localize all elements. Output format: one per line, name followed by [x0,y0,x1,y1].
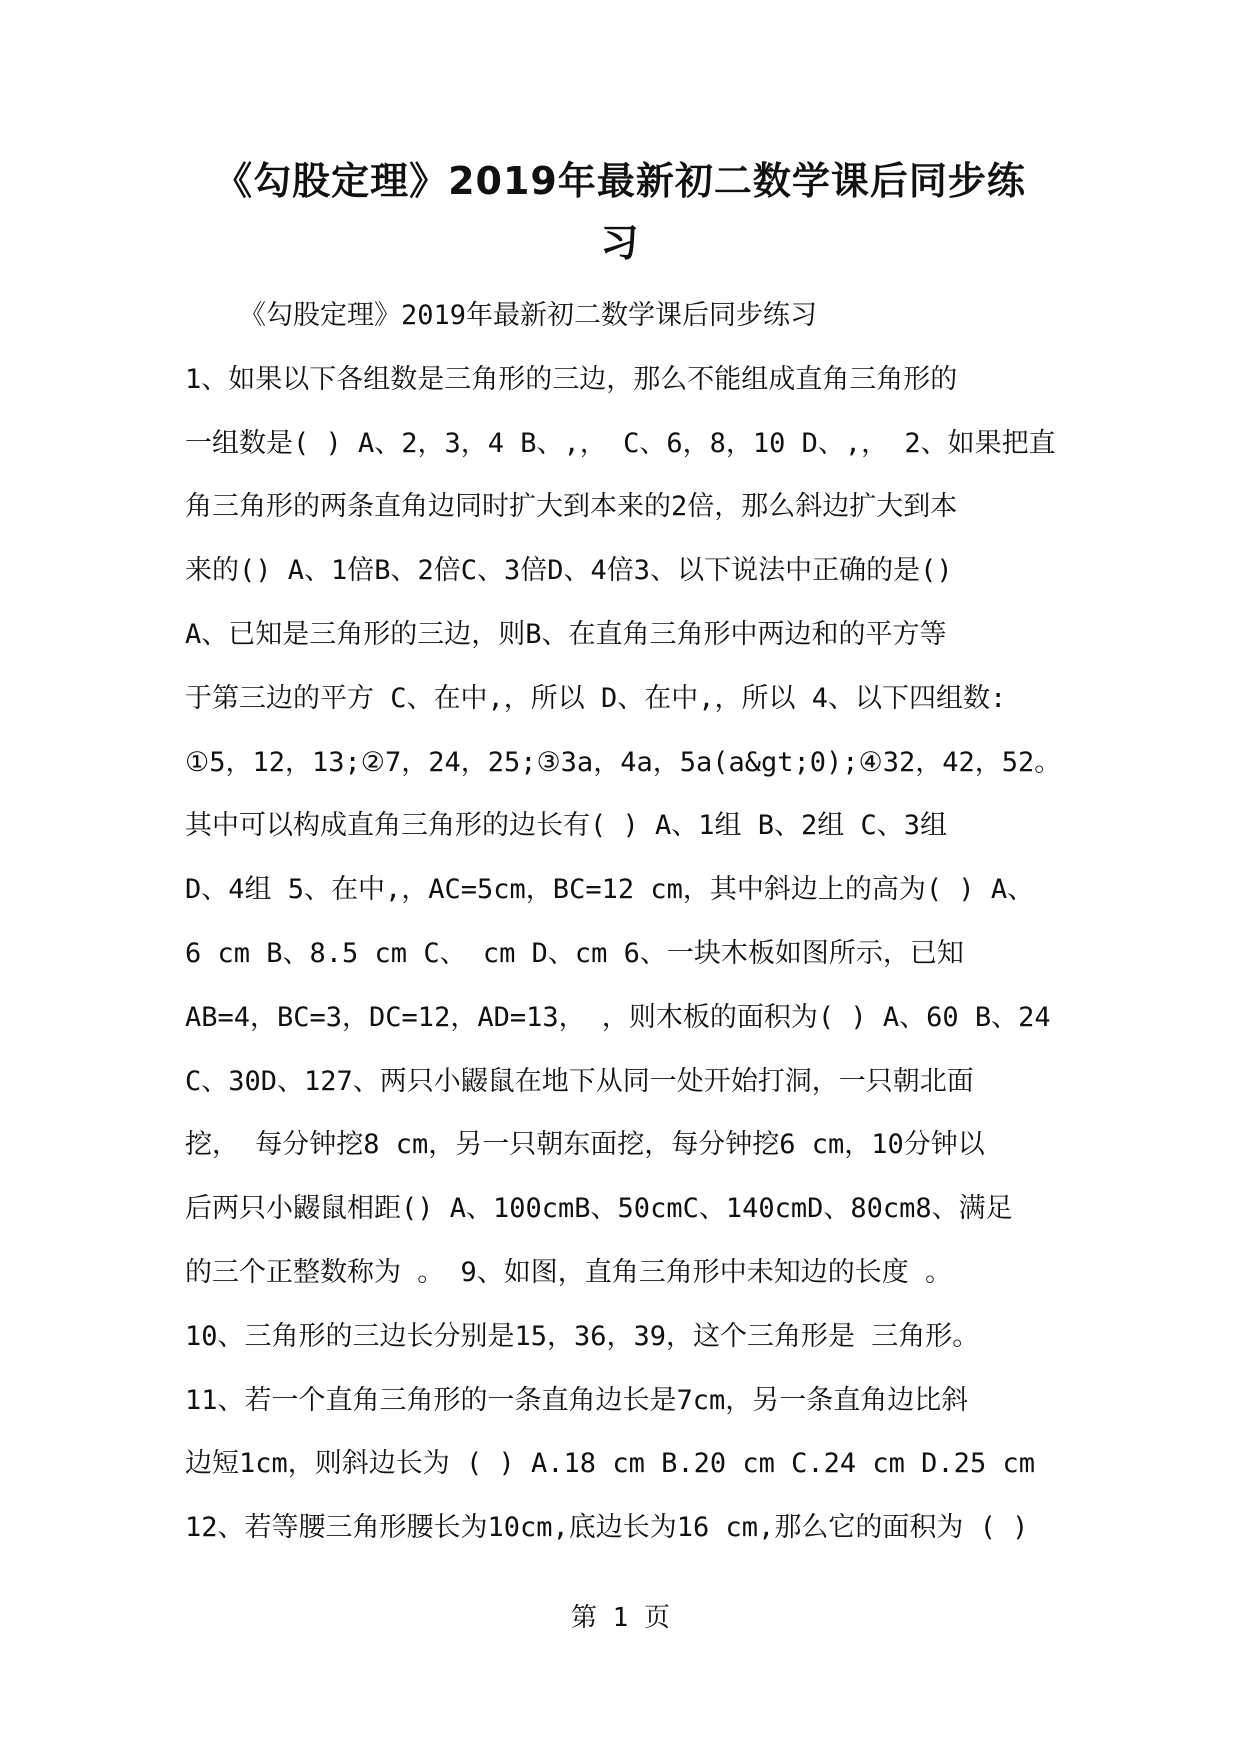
body-line: 来的() A、1倍B、2倍C、3倍D、4倍3、以下说法中正确的是() [185,555,953,587]
body-line: 后两只小鼹鼠相距() A、100cmB、50cmC、140cmD、80cm8、满足 [185,1193,1013,1225]
title-line-1: 《勾股定理》2019年最新初二数学课后同步练 [214,159,1026,203]
body-line: 的三个正整数称为 。 9、如图，直角三角形中未知边的长度 。 [185,1256,953,1288]
document-body [185,284,1070,1560]
body-line: AB=4，BC=3，DC=12，AD=13， ，则木板的面积为( ) A、60 B、24 [185,1001,1051,1033]
body-line: 挖， 每分钟挖8 cm，另一只朝东面挖，每分钟挖6 cm，10分钟以 [185,1129,985,1161]
body-line: D、4组 5、在中,，AC=5cm，BC=12 cm，其中斜边上的高为( ) A、 [185,874,1035,906]
body-line: 11、若一个直角三角形的一条直角边长是7cm，另一条直角边比斜 [185,1384,969,1416]
body-line: A、已知是三角形的三边，则B、在直角三角形中两边和的平方等 [185,618,947,650]
body-line: C、30D、127、两只小鼹鼠在地下从同一处开始打洞，一只朝北面 [185,1065,974,1097]
body-line: 于第三边的平方 C、在中,，所以 D、在中,，所以 4、以下四组数: [185,682,1007,714]
body-line: 10、三角形的三边长分别是15，36，39，这个三角形是 三角形。 [185,1320,980,1352]
body-line: ①5，12，13;②7，24，25;③3a，4a，5a(a&gt;0);④32，42，52。 [185,746,1062,778]
body-line: 1、如果以下各组数是三角形的三边，那么不能组成直角三角形的 [185,363,958,395]
body-line: 一组数是( ) A、2，3，4 B、,， C、6，8，10 D、,， 2、如果把直 [185,427,1056,459]
document-title [185,150,1055,274]
subtitle-line: 《勾股定理》2019年最新初二数学课后同步练习 [239,300,818,331]
body-line: 其中可以构成直角三角形的边长有( ) A、1组 B、2组 C、3组 [185,810,948,842]
body-line: 边短1cm，则斜边长为 ( ) A.18 cm B.20 cm C.24 cm D.25 cm [185,1448,1035,1480]
page-number: 第 1 页 [571,1603,670,1633]
body-line: 角三角形的两条直角边同时扩大到本来的2倍，那么斜边扩大到本 [185,491,958,523]
body-line: 12、若等腰三角形腰长为10cm,底边长为16 cm,那么它的面积为 ( ) [185,1512,1029,1544]
body-line: 6 cm B、8.5 cm C、 cm D、cm 6、一块木板如图所示，已知 [185,937,964,969]
title-line-2: 习 [600,221,640,265]
